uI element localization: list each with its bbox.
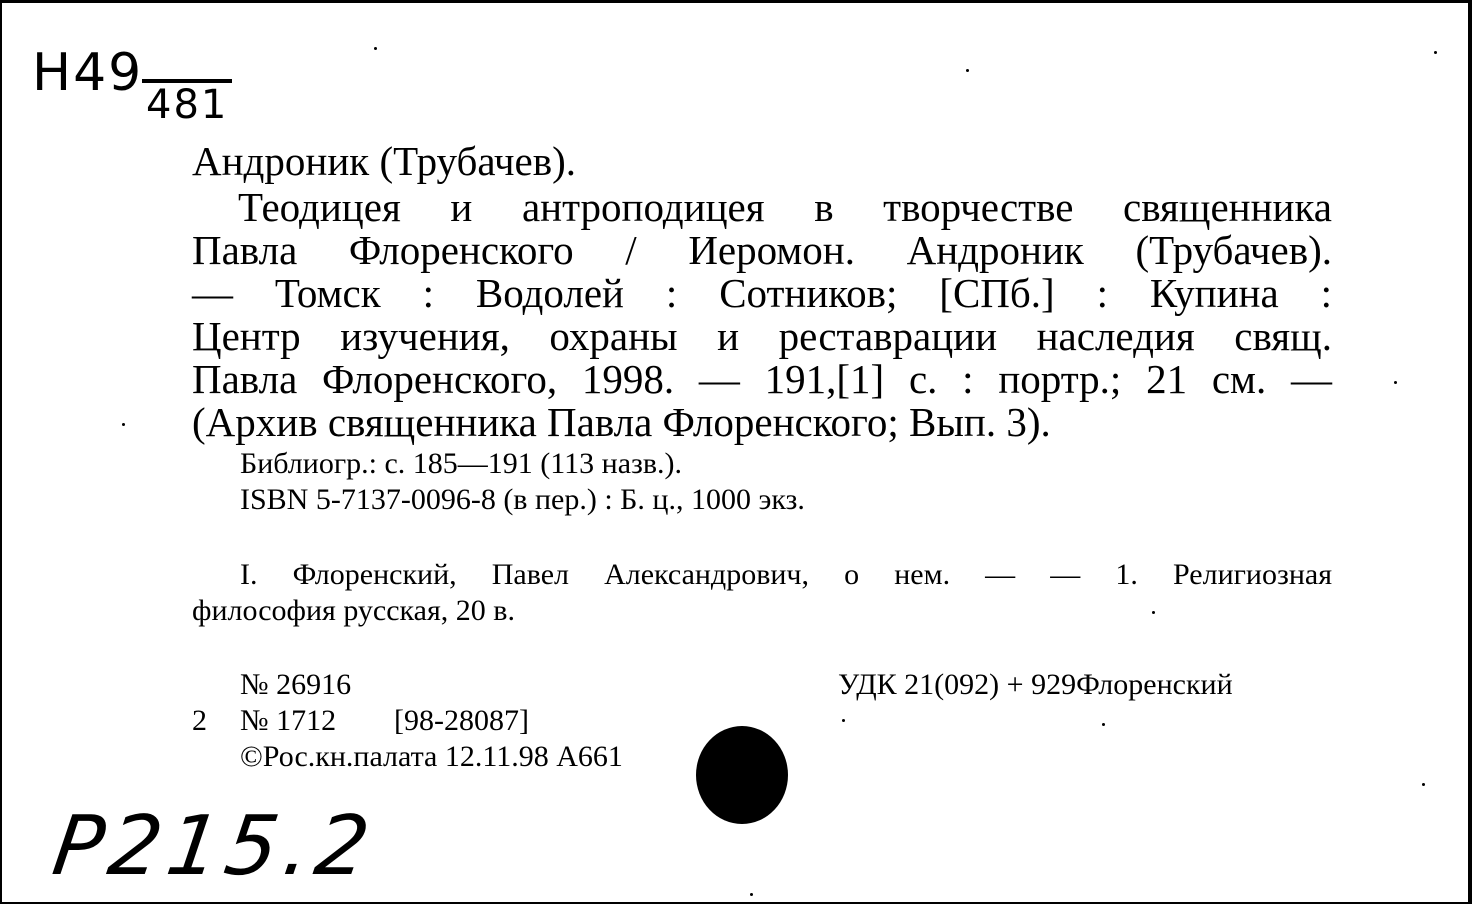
description-line-3: — Томск : Водолей : Сотников; [СПб.] : Купина : [192, 270, 1332, 316]
punch-hole [696, 726, 788, 824]
speck [842, 719, 845, 722]
udc-code: УДК 21(092) + 929Флоренский [838, 668, 1233, 701]
copy-count: 2 [192, 704, 207, 737]
description-line-5: Павла Флоренского, 1998. — 191,[1] с. : портр.; 21 см. — [192, 356, 1332, 402]
speck [122, 423, 125, 426]
subject-line-2: философия русская, 20 в. [192, 594, 515, 627]
card-heading: Андроник (Трубачев). [192, 138, 577, 184]
shelf-mark-sub: 481 [142, 79, 232, 127]
description-line-2: Павла Флоренского / Иеромон. Андроник (Трубачев). [192, 227, 1332, 273]
speck [1102, 723, 1105, 726]
speck [1152, 611, 1155, 614]
speck [1394, 381, 1397, 384]
record-number-2: № 1712 [240, 704, 337, 737]
note-bibliography: Библиогр.: с. 185—191 (113 назв.). [240, 447, 683, 480]
shelf-mark-main: Н49 [32, 43, 144, 103]
description-line-6: (Архив священника Павла Флоренского; Вып. 3). [192, 399, 1051, 445]
speck [1434, 51, 1437, 54]
record-code: [98-28087] [394, 704, 529, 737]
shelf-mark-bottom: P215.2 [47, 799, 381, 894]
speck [966, 69, 969, 72]
description-line-1: Теодицея и антроподицея в творчестве священника [238, 184, 1332, 230]
note-isbn: ISBN 5-7137-0096-8 (в пер.) : Б. ц., 1000 экз. [240, 483, 805, 516]
speck [374, 47, 377, 50]
book-chamber-stamp: ©Рос.кн.палата 12.11.98 А661 [240, 740, 623, 773]
speck [1422, 783, 1425, 786]
description-line-4: Центр изучения, охраны и реставрации наследия свящ. [192, 313, 1332, 359]
record-number: № 26916 [240, 668, 352, 701]
speck [750, 893, 753, 896]
subject-line-1: I. Флоренский, Павел Александрович, о нем. — — 1. Религиозная [240, 558, 1332, 591]
